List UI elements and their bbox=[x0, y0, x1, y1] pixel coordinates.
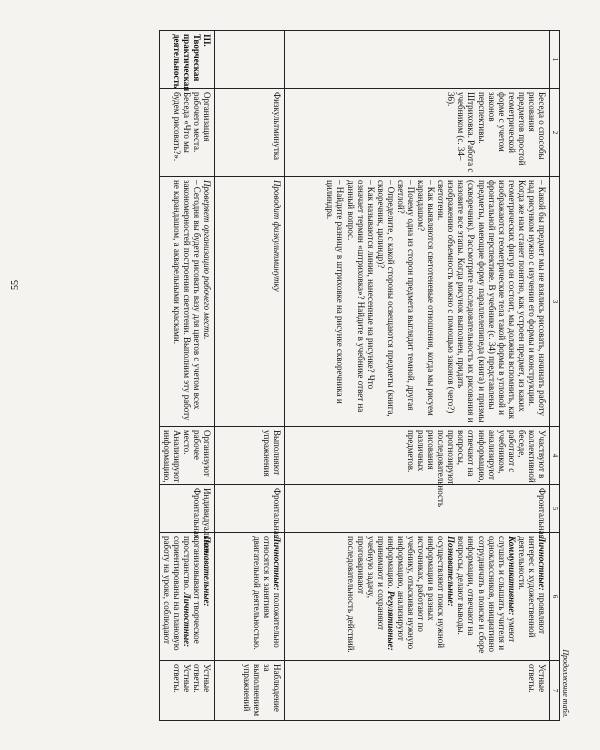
stage-cell bbox=[285, 31, 550, 89]
lesson-plan-table bbox=[159, 30, 560, 721]
work-form-cell: Фронтальная bbox=[215, 485, 285, 533]
result-label: Личностные: bbox=[181, 592, 192, 648]
column-number: 6 bbox=[550, 533, 560, 661]
table-row bbox=[215, 31, 285, 721]
control-form-cell: Наблюдение за выполнением упражнений bbox=[215, 661, 285, 721]
column-number: 1 bbox=[550, 31, 560, 89]
work-form-cell: Фронтальная. bbox=[285, 485, 550, 533]
teacher-activity-text: – Какой бы предмет мы не взялись рисовать, начинать работу над рисунком нужно с изучения его формы и конструкции. Когда же нам станет понятно, как устроен предмет, из каких геометрических фигур он состоит, мы должны вспомнить, как изображаются геометрические тела такой формы в угловой и фронтальной перспективе. В учебнике (с. 34) представлены предметы, имеющие форму параллелепипеда (книга) и призмы (скворечник). Рассмотрите последовательность их рисования и назовите все этапы. Когда рисунок выполнен, придать изображению объемность можно с помощью законов (чего?) светотени. – Как выявляются светотеневые отношения, когда мы рисуем карандашом? – Почему одна из сторон предмета выглядит темной, другая светлой? – Определите, с какой стороны освещаются предметы (книга, скворечник, цилиндр)? – Как называются линии, нанесенные на рисунке? Что означает термин «штриховка»? Найдите в учебнике ответ на данный вопрос. – Найдите разницу в штриховке на рисунке скворечника и цилиндра. bbox=[325, 180, 547, 423]
result-label: Личностные: bbox=[537, 536, 547, 591]
column-number: 7 bbox=[550, 661, 560, 721]
teacher-note: Проверяет организацию рабочего места. bbox=[202, 180, 212, 340]
student-activity-cell: Организуют рабочее место. Анализируют информацию, bbox=[159, 427, 214, 485]
result-text: умеют слушать и слышать учителя и одноклассников, инициативно сотрудничать в поиске и сборе информации, отвечают на вопросы, делают выводы. bbox=[456, 536, 517, 654]
control-form-cell: Устные ответы. Устные ответы. bbox=[159, 661, 214, 721]
table-row bbox=[159, 31, 214, 721]
learning-results-cell bbox=[215, 533, 285, 661]
lesson-element-cell: Организация рабочего места. Беседа «Что мы будем рисовать?». bbox=[159, 89, 214, 177]
lesson-element-cell: Беседа о способы рисования предметов простой геометрической форме с учетом законов перспективы. Штриховка. Работа с учебником (с. 34–36). bbox=[285, 89, 550, 177]
result-text: положительно относятся к занятиям двигательной деятельностью. bbox=[251, 536, 282, 650]
lesson-element-cell: Физкультминутка bbox=[215, 89, 285, 177]
result-label: Личностные: bbox=[272, 536, 282, 591]
result-label: Регулятивные: bbox=[385, 590, 396, 651]
column-number: 4 bbox=[550, 427, 560, 485]
teacher-activity-cell: Проводит физкультминутку bbox=[215, 177, 285, 427]
column-number: 5 bbox=[550, 485, 560, 533]
work-form-cell: Индивидуальная. Фронтальная. bbox=[159, 485, 214, 533]
result-label: Познавательные: bbox=[202, 536, 212, 607]
teacher-activity-cell bbox=[285, 177, 550, 427]
result-text: проявляют интерес к художественной деятельности. bbox=[516, 536, 547, 638]
page-number: 55 bbox=[10, 280, 21, 290]
result-text: осуществляют поиск нужной информации в разных источниках, работают по учебнику, отыскивая нужную информацию, анализируют информацию. bbox=[385, 536, 447, 650]
column-number-row bbox=[550, 31, 560, 721]
control-form-cell: Устные ответы. bbox=[285, 661, 550, 721]
learning-results-cell bbox=[159, 533, 214, 661]
teacher-activity-text: – Сегодня вы будете рисовать вазу для цветов с учетом всех закономерностей построения светотени. Выполним эту работу не карандашом, а акварельными красками. bbox=[171, 180, 202, 421]
result-text: организовывают творческое пространство. bbox=[181, 536, 202, 644]
table-row bbox=[285, 31, 550, 721]
result-label: Коммуникативные: bbox=[506, 536, 517, 616]
result-label: Познавательные: bbox=[446, 536, 457, 607]
stage-cell bbox=[215, 31, 285, 89]
student-activity-cell: Выполняют упражнения bbox=[215, 427, 285, 485]
running-header: Продолжение табл. bbox=[561, 649, 570, 718]
student-activity-cell: Участвуют в коллективной беседе, работают с учебником, анализируют информацию, отвечают на вопросы, прогнозируют последовательность рисования различных предметов. bbox=[285, 427, 550, 485]
stage-cell: III. Творческая практическая деятельность bbox=[159, 31, 214, 89]
teacher-activity-cell bbox=[159, 177, 214, 427]
learning-results-cell bbox=[285, 533, 550, 661]
column-number: 3 bbox=[550, 177, 560, 427]
result-text: принимают и сохраняют учебную задачу, проговаривают последовательность действий. bbox=[345, 536, 386, 653]
result-text: сориентированы на плановую работу на уроке, соблюдают bbox=[161, 536, 182, 651]
column-number: 2 bbox=[550, 89, 560, 177]
